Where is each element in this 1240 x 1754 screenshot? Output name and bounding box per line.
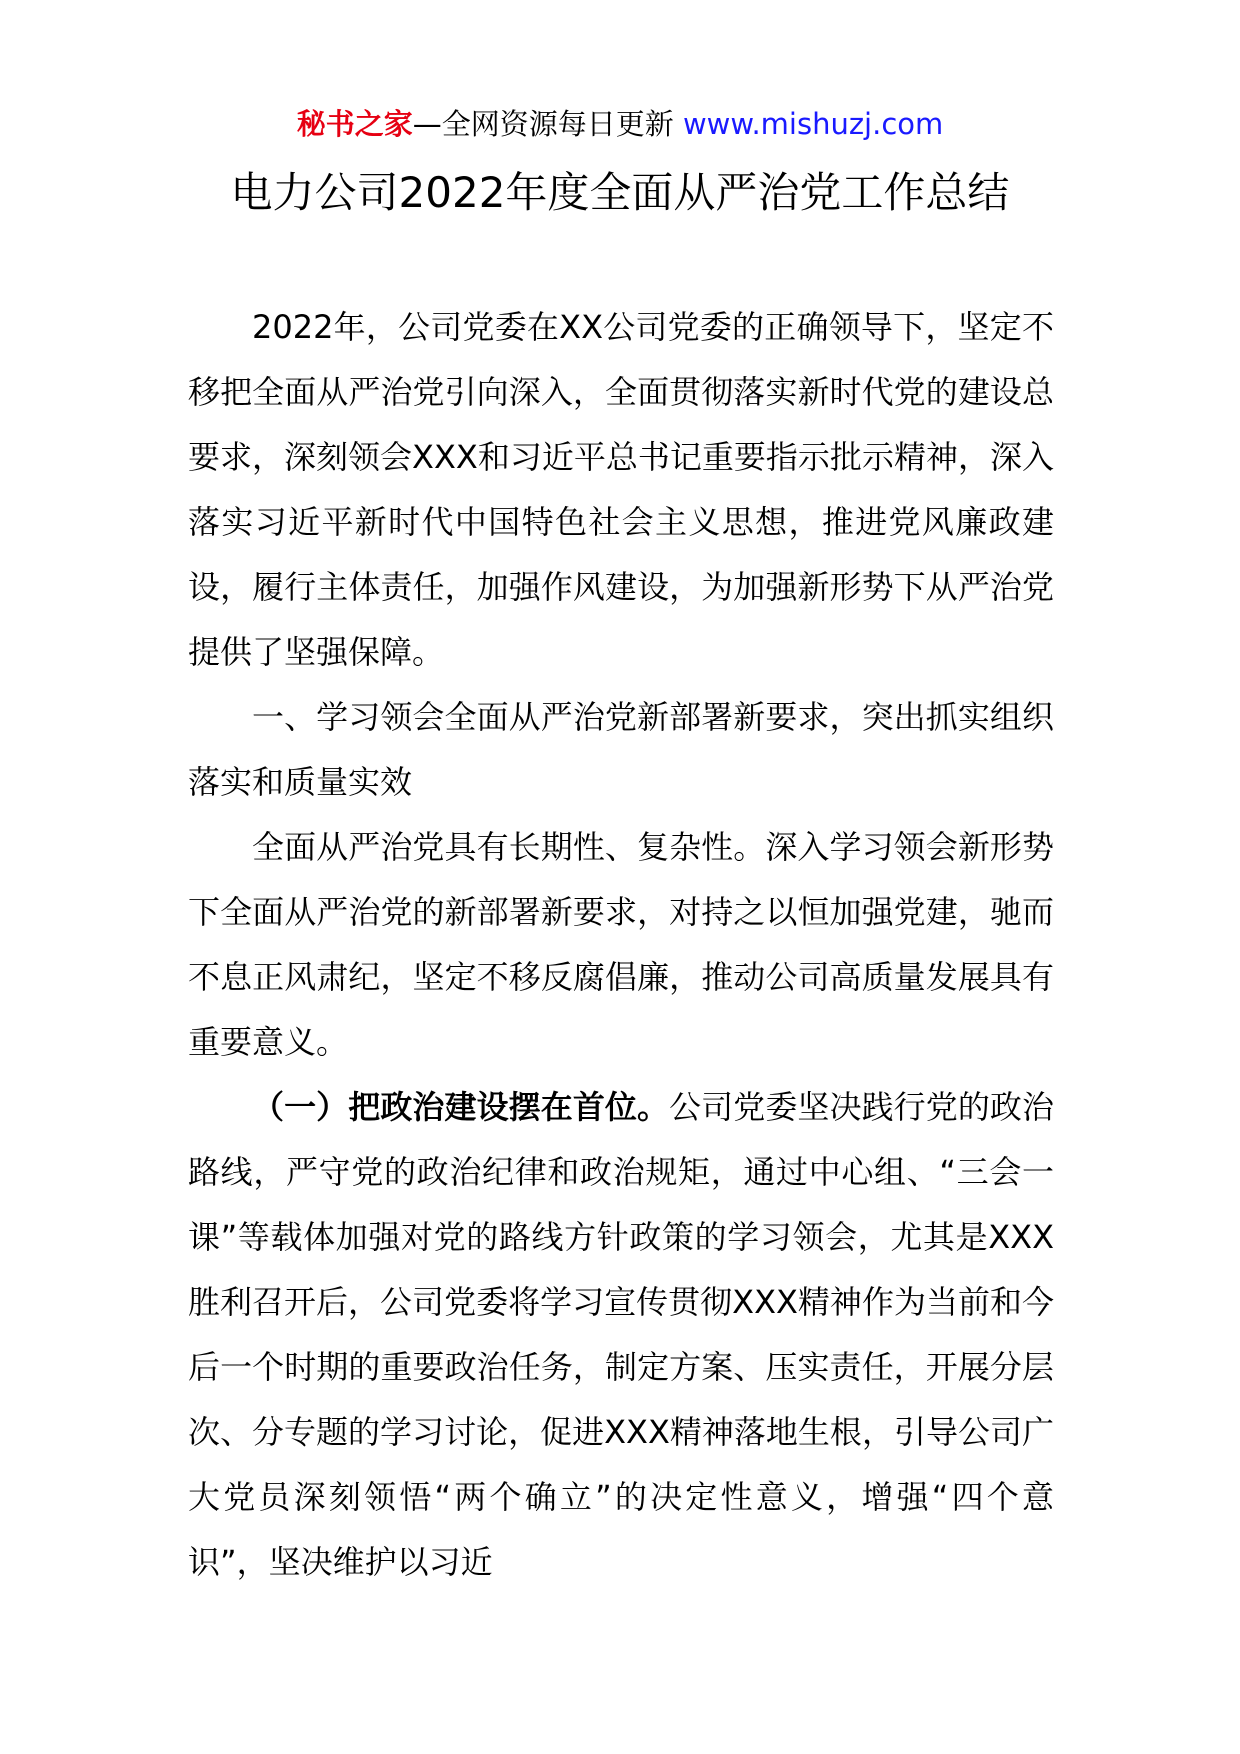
subsection-paragraph	[188, 1075, 1054, 1595]
body-paragraph: 全面从严治党具有长期性、复杂性。深入学习领会新形势下全面从严治党的新部署新要求，对持之以恒加强党建，驰而不息正风肃纪，坚定不移反腐倡廉，推动公司高质量发展具有重要意义。	[188, 828, 1054, 1061]
intro-paragraph: 2022年，公司党委在XX公司党委的正确领导下，坚定不移把全面从严治党引向深入，全面贯彻落实新时代党的建设总要求，深刻领会XXX和习近平总书记重要指示批示精神，深入落实习近平新时代中国特色社会主义思想，推进党风廉政建设，履行主体责任，加强作风建设，为加强新形势下从严治党提供了坚强保障。	[188, 308, 1054, 671]
subsection-heading: （一）把政治建设摆在首位。	[252, 1088, 670, 1126]
brand-slogan: —全网资源每日更新	[412, 107, 683, 141]
brand-name: 秘书之家	[296, 107, 413, 141]
section-heading: 一、学习领会全面从严治党新部署新要求，突出抓实组织落实和质量实效	[188, 698, 1054, 801]
document-body	[188, 295, 1054, 1595]
site-url-link[interactable]: www.mishuzj.com	[682, 107, 944, 141]
site-banner	[0, 104, 1240, 144]
subsection-text: 公司党委坚决践行党的政治路线，严守党的政治纪律和政治规矩，通过中心组、“三会一课”等载体加强对党的路线方针政策的学习领会，尤其是XXX胜利召开后，公司党委将学习宣传贯彻XXX精神作为当前和今后一个时期的重要政治任务，制定方案、压实责任，开展分层次、分专题的学习讨论，促进XXX精神落地生根，引导公司广大党员深刻领悟“两个确立”的决定性意义，增强“四个意识”，坚决维护以习近	[188, 1088, 1054, 1581]
document-title: 电力公司2022年度全面从严治党工作总结	[230, 168, 1010, 217]
